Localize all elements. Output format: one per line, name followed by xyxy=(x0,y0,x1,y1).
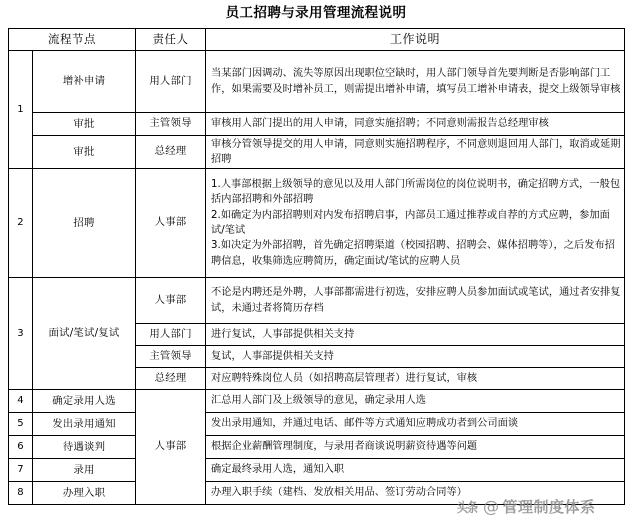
table-row xyxy=(9,169,625,278)
table-row xyxy=(9,459,625,482)
row-node: 待遇谈判 xyxy=(33,436,136,459)
recruitment-flow-table xyxy=(8,28,625,505)
row-description: 确定最终录用人选，通知入职 xyxy=(206,459,625,482)
row-node: 确定录用人选 xyxy=(33,390,136,413)
row-description: 根据企业薪酬管理制度，与录用者商谈说明薪资待遇等问题 xyxy=(206,436,625,459)
column-header-owner: 责任人 xyxy=(136,29,206,51)
row-node: 审批 xyxy=(33,136,136,169)
table-row xyxy=(9,51,625,113)
row-owner: 主管领导 xyxy=(136,346,206,368)
table-header-row xyxy=(9,29,625,51)
row-description: 审核分管领导提交的用人申请，同意则实施招聘程序，不同意则退回用人部门，取消或延期招聘 xyxy=(206,136,625,169)
row-number: 3 xyxy=(9,278,33,390)
row-description xyxy=(206,169,625,278)
row-owner: 用人部门 xyxy=(136,324,206,346)
watermark-account-name: 管理制度体系 xyxy=(502,498,596,516)
row-description: 对应聘特殊岗位人员（如招聘高层管理者）进行复试，审核 xyxy=(206,368,625,390)
row-node: 审批 xyxy=(33,113,136,136)
row-node: 增补申请 xyxy=(33,51,136,113)
row-node: 发出录用通知 xyxy=(33,413,136,436)
column-header-description: 工作说明 xyxy=(206,29,625,51)
table-row xyxy=(9,413,625,436)
row-number: 6 xyxy=(9,436,33,459)
row-description: 进行复试，人事部提供相关支持 xyxy=(206,324,625,346)
row-owner: 总经理 xyxy=(136,136,206,169)
row-owner: 人事部 xyxy=(136,169,206,278)
table-row xyxy=(9,113,625,136)
row-description: 复试，人事部提供相关支持 xyxy=(206,346,625,368)
row-owner: 用人部门 xyxy=(136,51,206,113)
column-header-node: 流程节点 xyxy=(9,29,136,51)
row-description: 办理入职手续（建档、发放相关用品、签订劳动合同等） xyxy=(206,482,625,505)
page-title: 员工招聘与录用管理流程说明 xyxy=(225,5,407,21)
table-row xyxy=(9,482,625,505)
description-item: 2.如确定为内部招聘则对内发布招聘启事，内部员工通过推荐或自荐的方式应聘，参加面试/笔试 xyxy=(211,209,610,236)
row-number: 1 xyxy=(9,51,33,169)
row-description: 审核用人部门提出的用人申请，同意实施招聘；不同意则需报告总经理审核 xyxy=(206,113,625,136)
toutiao-logo-icon: 头条 xyxy=(456,501,478,516)
row-node: 招聘 xyxy=(33,169,136,278)
description-item: 3.如决定为外部招聘，首先确定招聘渠道（校园招聘、招聘会、媒体招聘等），之后发布招聘信息，收集筛选应聘简历，确定面试/笔试的应聘人员 xyxy=(211,240,615,267)
table-header xyxy=(9,29,625,51)
row-node: 录用 xyxy=(33,459,136,482)
row-number: 7 xyxy=(9,459,33,482)
row-number: 8 xyxy=(9,482,33,505)
row-description: 不论是内聘还是外聘，人事部都需进行初选，安排应聘人员参加面试或笔试，通过者安排复试，未通过者将简历存档 xyxy=(206,278,625,324)
row-node-label: 面试/笔试/复试 xyxy=(48,327,120,339)
row-description: 发出录用通知，并通过电话、邮件等方式通知应聘成功者到公司面谈 xyxy=(206,413,625,436)
at-symbol-icon: @ xyxy=(483,497,500,516)
row-owner: 人事部 xyxy=(136,390,206,505)
row-owner: 总经理 xyxy=(136,368,206,390)
table-row xyxy=(9,390,625,413)
row-number: 2 xyxy=(9,169,33,278)
row-owner: 主管领导 xyxy=(136,113,206,136)
table-body xyxy=(9,51,625,505)
row-description: 汇总用人部门及上级领导的意见，确定录用人选 xyxy=(206,390,625,413)
row-number: 5 xyxy=(9,413,33,436)
description-item: 1.人事部根据上级领导的意见以及用人部门所需岗位的岗位说明书，确定招聘方式，一般包括内部招聘和外部招聘 xyxy=(211,179,621,206)
row-node xyxy=(33,278,136,390)
table-row xyxy=(9,278,625,324)
row-description: 当某部门因调动、流失等原因出现职位空缺时，用人部门领导首先要判断是否影响部门工作，如果需要及时增补员工，则需提出增补申请，填写员工增补申请表，提交上级领导审核 xyxy=(206,51,625,113)
row-number: 4 xyxy=(9,390,33,413)
table-row xyxy=(9,436,625,459)
row-node: 办理入职 xyxy=(33,482,136,505)
table-row xyxy=(9,136,625,169)
row-owner: 人事部 xyxy=(136,278,206,324)
